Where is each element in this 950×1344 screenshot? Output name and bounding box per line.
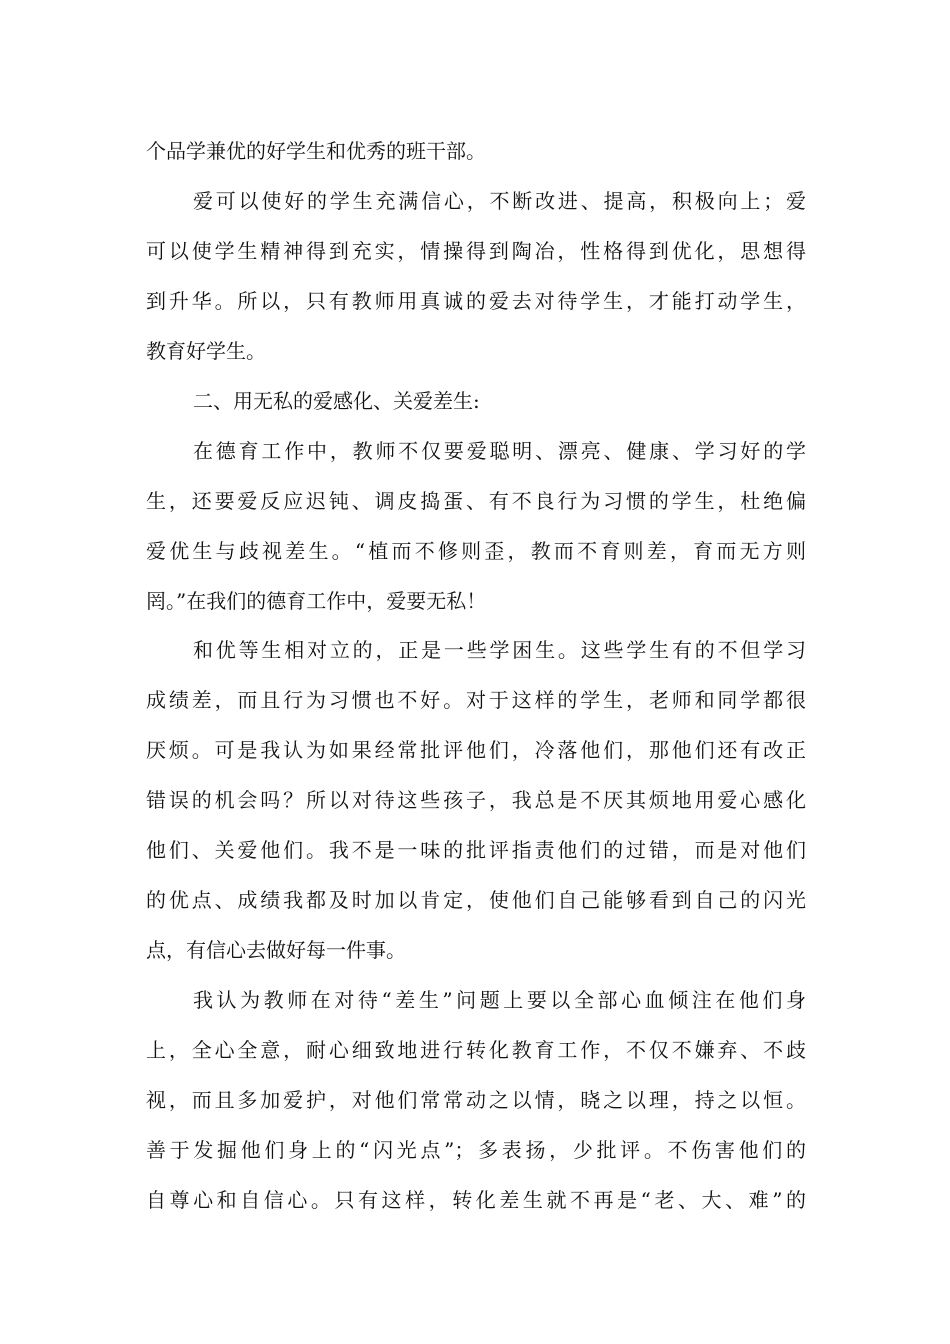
text-line: 爱可以使好的学生充满信心，不断改进、提高，积极向上；爱 xyxy=(193,189,806,213)
text-line: 善于发掘他们身上的“闪光点”；多表扬，少批评。不伤害他们的 xyxy=(146,1138,806,1162)
text-line: 我认为教师在对待“差生”问题上要以全部心血倾注在他们身 xyxy=(193,988,806,1012)
text-line: 到升华。所以，只有教师用真诚的爱去对待学生，才能打动学生， xyxy=(146,289,806,313)
section-heading: 二、用无私的爱感化、关爱差生: xyxy=(193,389,480,413)
text-line: 厌烦。可是我认为如果经常批评他们，冷落他们，那他们还有改正 xyxy=(146,738,806,762)
text-line: 教育好学生。 xyxy=(146,339,266,363)
text-line: 和优等生相对立的，正是一些学困生。这些学生有的不但学习 xyxy=(193,638,806,662)
text-line: 点，有信心去做好每一件事。 xyxy=(146,938,406,962)
text-line: 在德育工作中，教师不仅要爱聪明、漂亮、健康、学习好的学 xyxy=(193,439,806,463)
text-line: 上，全心全意，耐心细致地进行转化教育工作，不仅不嫌弃、不歧 xyxy=(146,1038,806,1062)
text-line: 视，而且多加爱护，对他们常常动之以情，晓之以理，持之以恒。 xyxy=(146,1088,806,1112)
text-line: 他们、关爱他们。我不是一味的批评指责他们的过错，而是对他们 xyxy=(146,838,806,862)
text-line: 爱优生与歧视差生。“植而不修则歪，教而不育则差，育而无方则 xyxy=(146,539,806,563)
text-line: 错误的机会吗？所以对待这些孩子，我总是不厌其烦地用爱心感化 xyxy=(146,788,806,812)
text-line: 自尊心和自信心。只有这样，转化差生就不再是“老、大、难”的 xyxy=(146,1188,806,1212)
text-line: 的优点、成绩我都及时加以肯定，使他们自己能够看到自己的闪光 xyxy=(146,888,806,912)
text-line: 成绩差，而且行为习惯也不好。对于这样的学生，老师和同学都很 xyxy=(146,688,806,712)
text-line: 罔。”在我们的德育工作中，爱要无私！ xyxy=(146,589,487,613)
text-line: 可以使学生精神得到充实，情操得到陶冶，性格得到优化，思想得 xyxy=(146,239,806,263)
text-line: 个品学兼优的好学生和优秀的班干部。 xyxy=(146,139,486,163)
text-line: 生，还要爱反应迟钝、调皮捣蛋、有不良行为习惯的学生，杜绝偏 xyxy=(146,489,806,513)
